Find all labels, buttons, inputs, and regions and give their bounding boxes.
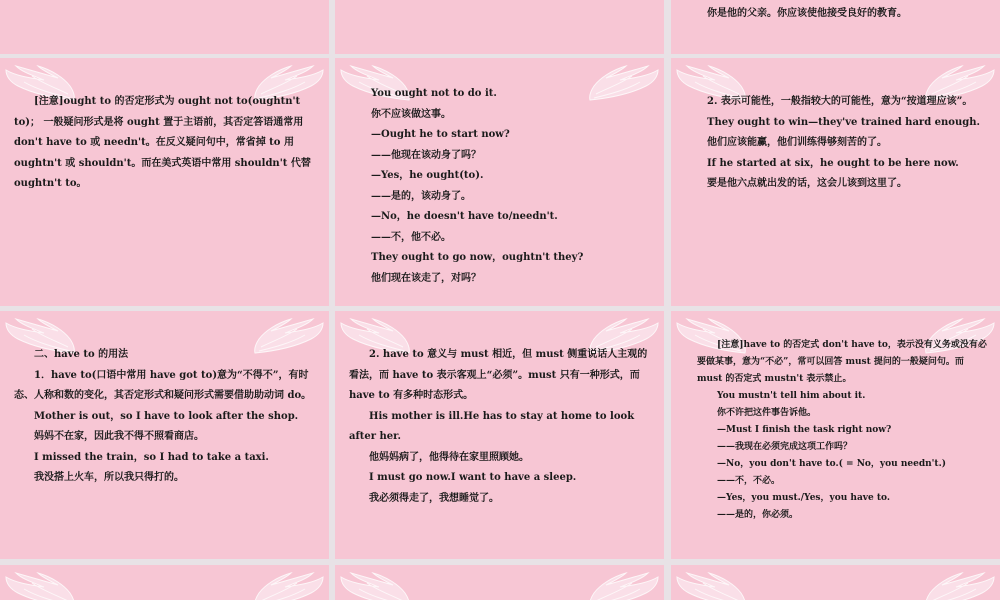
comparison-line: 他妈妈病了，他得待在家里照顾她。 [369, 451, 529, 463]
have-to-note-text [697, 337, 991, 524]
note-line: —Yes，you must./Yes，you have to. [717, 493, 890, 503]
have-to-vs-must-text [349, 345, 655, 509]
note-body: ought to 的否定形式为 ought not to(oughtn't to)； 一般疑问形式是将 ought 置于主语前，其否定答语通常用 don't have to 或 needn't。在反义疑问句中，常省掉 to 用 oughtn't 或 shouldn't。而在美式英语中常用 shouldn't 代替 oughtn't to。 [14, 96, 311, 189]
slide-top-right [671, 0, 1000, 54]
comparison-line: His mother is ill.He has to stay at home to look after her. [349, 410, 635, 442]
have-to-text [14, 345, 320, 489]
slide-bottom-middle [335, 565, 664, 600]
possibility-line: 他们应该能赢，他们训练得够刻苦的了。 [707, 137, 887, 148]
ought-examples-text [371, 84, 661, 289]
example-line: ——不，他不必。 [371, 231, 451, 243]
slide-top-middle [335, 0, 664, 54]
note-tag: [注意] [717, 340, 744, 350]
note-body: have to 的否定式 don't have to，表示没有义务或没有必要做某事，意为“不必”，常可以回答 must 提问的一般疑问句。而 must 的否定式 mustn't 表示禁止。 [697, 340, 987, 384]
have-to-line: 我没搭上火车，所以我只得打的。 [34, 472, 184, 483]
note-line: ——我现在必须完成这项工作吗？ [717, 442, 853, 452]
comparison-para: 2. have to 意义与 must 相近，但 must 侧重说话人主观的看法，而 have to 表示客观上“必须”。must 只有一种形式，而 have to 有多种时态形式。 [349, 349, 648, 401]
example-line: —No，he doesn't have to/needn't. [371, 211, 558, 222]
possibility-line: 要是他六点就出发的话，这会儿该到这里了。 [707, 178, 907, 189]
example-line: ——是的，该动身了。 [371, 190, 471, 202]
possibility-text [707, 92, 997, 195]
slide-top-left [0, 0, 329, 54]
wing-left-icon [4, 571, 76, 600]
have-to-line: 妈妈不在家，因此我不得不照看商店。 [34, 431, 204, 442]
note-line: ——是的，你必须。 [717, 510, 799, 520]
example-line: —Yes，he ought(to). [371, 170, 484, 181]
note-line: —Must I finish the task right now? [717, 425, 892, 435]
slide-have-to-usage [0, 311, 329, 559]
note-line: —No，you don't have to.( = No，you needn't.) [717, 459, 946, 469]
slide-possibility [671, 58, 1000, 306]
slide-have-to-vs-must [335, 311, 664, 559]
wing-left-icon [675, 571, 747, 600]
wing-right-icon [924, 571, 996, 600]
have-to-line: I missed the train，so I had to take a taxi. [34, 451, 269, 463]
example-line: —Ought he to start now? [371, 129, 510, 140]
comparison-line: I must go now.I want to have a sleep. [369, 472, 577, 483]
note-line: ——不，不必。 [717, 476, 781, 486]
note-tag: [注意] [34, 96, 64, 107]
comparison-line: 我必须得走了，我想睡觉了。 [369, 492, 499, 504]
example-line: 他们现在该走了，对吗？ [371, 272, 481, 284]
slide-bottom-right [671, 565, 1000, 600]
wing-right-icon [588, 571, 660, 600]
possibility-line: They ought to win—they've trained hard enough. [707, 116, 980, 128]
section-heading: 二、have to 的用法 [34, 349, 129, 360]
slide-ought-note [0, 58, 329, 306]
example-line: They ought to go now，oughtn't they? [371, 252, 584, 263]
slide-have-to-note [671, 311, 1000, 559]
note-line: 你不许把这件事告诉他。 [717, 408, 817, 418]
ought-note-text [14, 92, 318, 195]
top-right-line: 你是他的父亲。你应该使他接受良好的教育。 [707, 8, 907, 19]
example-line: 你不应该做这事。 [371, 108, 451, 120]
example-line: ——他现在该动身了吗？ [371, 149, 481, 161]
slide-bottom-left [0, 565, 329, 600]
wing-right-icon [253, 571, 325, 600]
possibility-line: If he started at six，he ought to be here now. [707, 157, 959, 169]
slide-ought-examples [335, 58, 664, 306]
possibility-line: 2. 表示可能性，一般指较大的可能性，意为“按道理应该”。 [707, 96, 973, 107]
have-to-para: 1．have to(口语中常用 have got to)意为“不得不”，有时态、人称和数的变化，其否定形式和疑问形式需要借助助动词 do。 [14, 369, 312, 401]
note-line: You mustn't tell him about it. [717, 391, 866, 401]
have-to-line: Mother is out，so I have to look after the shop. [34, 410, 299, 422]
example-line: You ought not to do it. [371, 88, 497, 99]
wing-left-icon [339, 571, 411, 600]
